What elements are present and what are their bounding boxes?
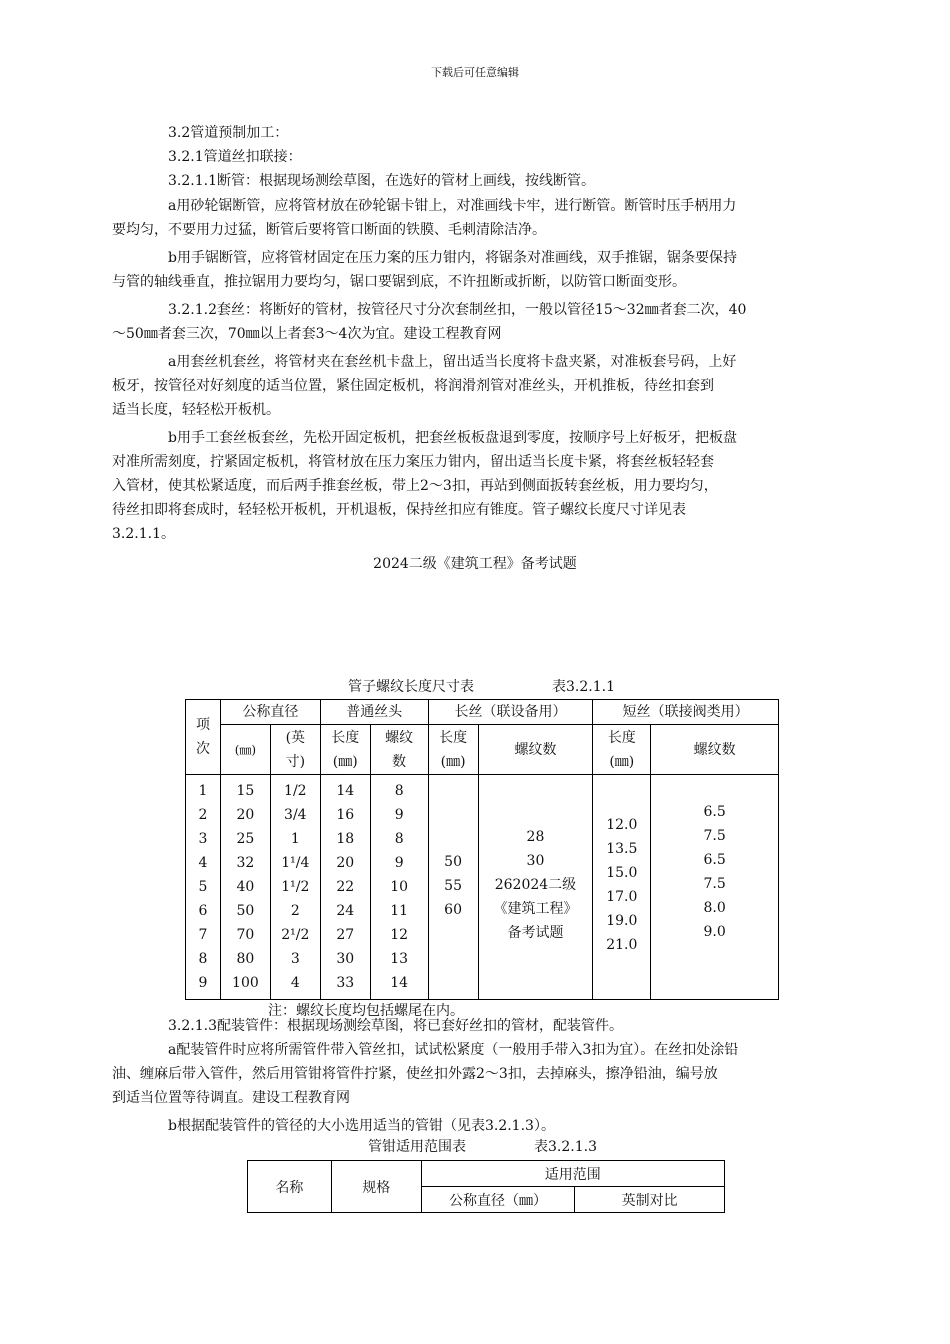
paragraph-line: 油、缠麻后带入管件，然后用管钳将管件拧紧，使丝扣外露2～3扣，去掉麻头，擦净铅油，编号放 [112, 1066, 718, 1082]
cell: 4 [290, 975, 300, 991]
cell: 9 [394, 807, 404, 823]
paragraph-line: 入管材，使其松紧适度，而后两手推套丝板，带上2～3扣，再站到侧面扳转套丝板，用力要均匀， [112, 478, 718, 494]
cell: 20 [336, 855, 355, 871]
cell: 28 [526, 829, 545, 845]
cell: 备考试题 [507, 925, 564, 941]
paragraph-line: 要均匀，不要用力过猛，断管后要将管口断面的铁膜、毛刺清除洁净。 [112, 222, 546, 238]
col-inch [270, 775, 320, 1000]
col-length [320, 775, 370, 1000]
cell: 6 [198, 903, 208, 919]
cell: 24 [336, 903, 355, 919]
cell: 80 [236, 951, 255, 967]
cell: 10 [390, 879, 409, 895]
paragraph-line: 3.2.1.1。 [112, 526, 175, 542]
cell: 8 [198, 951, 208, 967]
paragraph-line: 与管的轴线垂直，推拉锯用力要均匀，锯口要锯到底，不许扭断或折断，以防管口断面变形。 [112, 274, 686, 290]
cell: 3 [290, 951, 300, 967]
col-short-length [593, 775, 651, 1000]
paragraph-line: 3.2.1.3配装管件：根据现场测绘草图，将已套好丝扣的管材，配装管件。 [168, 1018, 623, 1034]
cell: 100 [232, 975, 259, 991]
col-long-threads [478, 775, 593, 1000]
col-long-length [428, 775, 478, 1000]
section-heading: 3.2.1管道丝扣联接： [168, 149, 302, 165]
cell: 3 [198, 831, 208, 847]
cell: 55 [444, 878, 462, 894]
cell: 25 [236, 831, 255, 847]
cell: 13 [390, 951, 409, 967]
table1-number: 表3.2.1.1 [552, 679, 615, 695]
paragraph-line: 3.2.1.1断管：根据现场测绘草图，在选好的管材上画线，按线断管。 [168, 173, 595, 189]
header-short-length: 长度(㎜) [593, 725, 651, 775]
cell: 262024二级 [494, 877, 577, 893]
header-short-thread: 短丝（联接阀类用） [593, 700, 779, 725]
header-normal-thread: 普通丝头 [320, 700, 428, 725]
cell: 5 [198, 879, 208, 895]
cell: 14 [336, 783, 355, 799]
header-inch: (英寸) [270, 725, 320, 775]
cell: 30 [526, 853, 545, 869]
cell: 22 [336, 879, 355, 895]
paragraph-line: a配装管件时应将所需管件带入管丝扣，试试松紧度（一般用手带入3扣为宜）。在丝扣处涂铅 [168, 1042, 739, 1058]
table2-caption: 管钳适用范围表 [368, 1139, 466, 1155]
cell: 27 [336, 927, 355, 943]
header-nominal: 公称直径 [220, 700, 320, 725]
body-text-block-2 [112, 194, 836, 546]
cell: 7 [198, 927, 208, 943]
cell: 2 [198, 807, 208, 823]
cell: 4 [198, 855, 208, 871]
cell: 17.0 [606, 889, 638, 905]
promo-title: 2024二级《建筑工程》备考试题 [373, 556, 577, 572]
header-item: 项次 [186, 700, 221, 775]
paragraph-line: b用手工套丝板套丝，先松开固定板机，把套丝板板盘退到零度，按顺序号上好板牙，把板盘 [168, 430, 737, 446]
col-threads [370, 775, 428, 1000]
cell: 1¹/4 [281, 855, 310, 871]
header-range: 适用范围 [421, 1161, 724, 1187]
cell: 33 [336, 975, 355, 991]
paragraph-line: 适当长度，轻轻松开板机。 [112, 402, 280, 418]
cell: 1¹/2 [281, 879, 310, 895]
cell: 6.5 [703, 852, 726, 868]
col-items [186, 775, 221, 1000]
cell: 8.0 [703, 900, 726, 916]
cell: 13.5 [606, 841, 638, 857]
paragraph-line: 板牙，按管径对好刻度的适当位置，紧住固定板机，将润滑剂管对准丝头，开机推板，待丝扣套到 [112, 378, 714, 394]
cell: 60 [444, 902, 462, 918]
paragraph-line: a用套丝机套丝，将管材夹在套丝机卡盘上，留出适当长度将卡盘夹紧，对准板套号码，上好 [168, 354, 737, 370]
cell: 14 [390, 975, 409, 991]
cell: 12 [390, 927, 409, 943]
cell: 16 [336, 807, 355, 823]
cell: 2¹/2 [281, 927, 310, 943]
cell: 40 [236, 879, 255, 895]
cell: 2 [290, 903, 300, 919]
header-dn: 公称直径（㎜） [421, 1187, 575, 1213]
col-mm [220, 775, 270, 1000]
header-name: 名称 [248, 1161, 332, 1213]
col-short-threads [651, 775, 779, 1000]
header-mm: (㎜) [220, 725, 270, 775]
header-long-threads: 螺纹数 [478, 725, 593, 775]
paragraph-line: b根据配装管件的管径的大小选用适当的管钳（见表3.2.1.3）。 [168, 1118, 555, 1134]
cell: 《建筑工程》 [493, 901, 578, 917]
header-long-thread: 长丝（联设备用） [428, 700, 593, 725]
cell: 15.0 [606, 865, 638, 881]
cell: 3/4 [284, 807, 307, 823]
paragraph-line: 待丝扣即将套成时，轻轻松开板机，开机退板，保持丝扣应有锥度。管子螺纹长度尺寸详见表 [112, 502, 686, 518]
cell: 8 [394, 831, 404, 847]
paragraph-line: a用砂轮锯断管，应将管材放在砂轮锯卡钳上，对准画线卡牢，进行断管。断管时压手柄用力 [168, 198, 737, 214]
cell: 7.5 [703, 828, 726, 844]
cell: 8 [394, 783, 404, 799]
cell: 32 [236, 855, 255, 871]
header-long-length: 长度(㎜) [428, 725, 478, 775]
cell: 30 [336, 951, 355, 967]
paragraph-line: ～50㎜者套三次，70㎜以上者套3～4次为宜。建设工程教育网 [112, 326, 502, 342]
paragraph-line: b用手锯断管，应将管材固定在压力案的压力钳内，将锯条对准画线，双手推锯，锯条要保持 [168, 250, 737, 266]
cell: 1 [198, 783, 208, 799]
thread-length-table [185, 699, 779, 1000]
pipe-wrench-table [247, 1160, 725, 1213]
cell: 50 [236, 903, 255, 919]
cell: 21.0 [606, 937, 638, 953]
cell: 20 [236, 807, 255, 823]
header-threads: 螺纹数 [370, 725, 428, 775]
cell: 50 [444, 854, 462, 870]
cell: 70 [236, 927, 255, 943]
cell: 12.0 [606, 817, 638, 833]
cell: 9.0 [703, 924, 726, 940]
header-length: 长度(㎜) [320, 725, 370, 775]
cell: 15 [236, 783, 255, 799]
cell: 18 [336, 831, 355, 847]
cell: 19.0 [606, 913, 638, 929]
paragraph-line: 到适当位置等待调直。建设工程教育网 [112, 1090, 350, 1106]
cell: 9 [394, 855, 404, 871]
paragraph-line: 3.2.1.2套丝：将断好的管材，按管径尺寸分次套制丝扣，一般以管径15～32㎜者套二次，40 [168, 302, 747, 318]
table1-note: 注：螺纹长度均包括螺尾在内。 [268, 1003, 464, 1019]
table1-caption: 管子螺纹长度尺寸表 [348, 679, 474, 695]
section-heading: 3.2管道预制加工： [168, 125, 289, 141]
cell: 7.5 [703, 876, 726, 892]
cell: 1 [290, 831, 300, 847]
body-text-block-3 [112, 1014, 836, 1138]
cell: 6.5 [703, 804, 726, 820]
cell: 9 [198, 975, 208, 991]
cell: 1/2 [284, 783, 307, 799]
header-short-threads: 螺纹数 [651, 725, 779, 775]
page-header: 下载后可任意编辑 [431, 66, 519, 79]
paragraph-line: 对准所需刻度，拧紧固定板机，将管材放在压力案压力钳内，留出适当长度卡紧，将套丝板轻轻套 [112, 454, 714, 470]
header-spec: 规格 [331, 1161, 421, 1213]
body-text-block-1 [168, 121, 836, 193]
cell: 11 [390, 903, 409, 919]
header-inch-compare: 英制对比 [575, 1187, 725, 1213]
table2-number: 表3.2.1.3 [534, 1139, 597, 1155]
